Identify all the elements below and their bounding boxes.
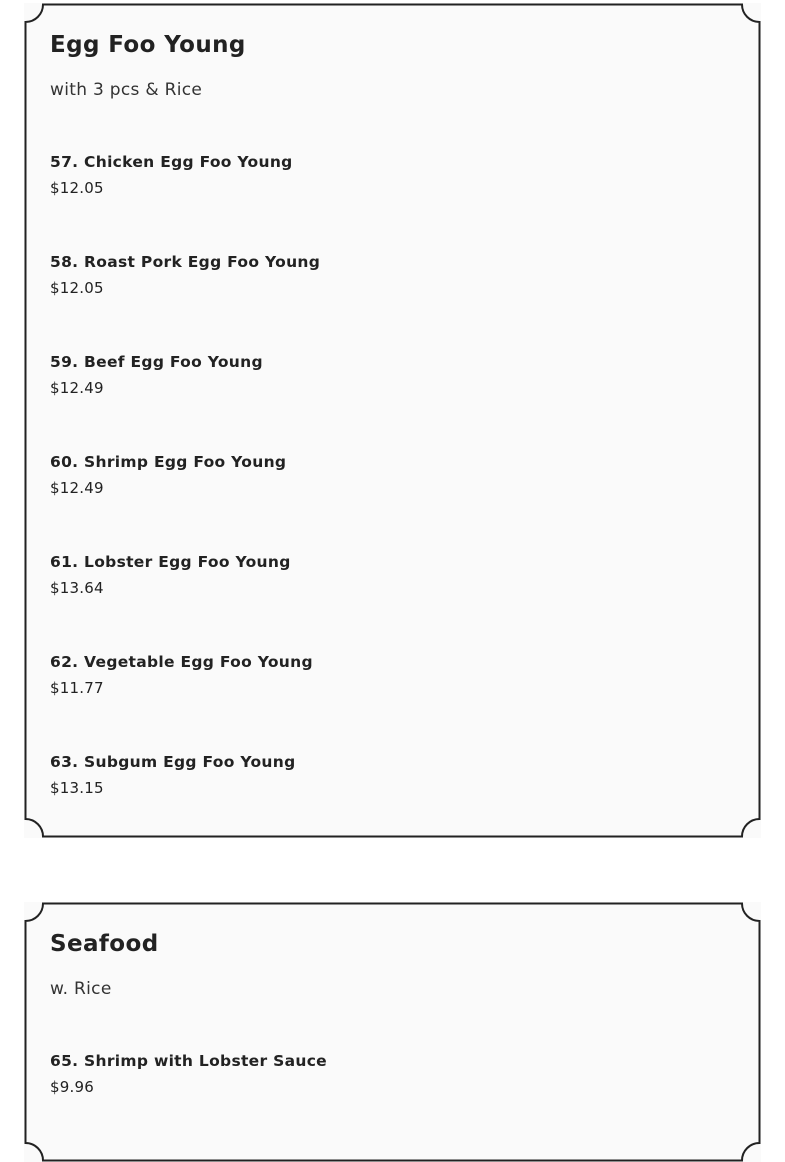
menu-item-price: $13.15 — [50, 779, 104, 797]
menu-item[interactable] — [50, 253, 730, 313]
menu-item-name: 58. Roast Pork Egg Foo Young — [50, 253, 321, 271]
menu-item-price: $11.77 — [50, 679, 104, 697]
menu-item-name: 62. Vegetable Egg Foo Young — [50, 653, 313, 671]
menu-item-name: 60. Shrimp Egg Foo Young — [50, 453, 287, 471]
menu-item-price: $12.05 — [50, 179, 104, 197]
menu-item-price: $12.05 — [50, 279, 104, 297]
menu-item-name: 61. Lobster Egg Foo Young — [50, 553, 291, 571]
menu-item-price: $12.49 — [50, 379, 104, 397]
menu-item-name: 59. Beef Egg Foo Young — [50, 353, 263, 371]
section-title: Egg Foo Young — [50, 32, 246, 58]
menu-item[interactable] — [50, 353, 730, 413]
menu-item-price: $13.64 — [50, 579, 104, 597]
menu-item[interactable] — [50, 553, 730, 613]
menu-section-egg-foo-young — [24, 3, 761, 838]
menu-item[interactable] — [50, 453, 730, 513]
section-subtitle: with 3 pcs & Rice — [50, 80, 203, 100]
section-title: Seafood — [50, 931, 159, 957]
section-subtitle: w. Rice — [50, 979, 112, 999]
menu-item[interactable] — [50, 153, 730, 213]
menu-item[interactable] — [50, 753, 730, 813]
menu-item[interactable] — [50, 653, 730, 713]
menu-item-price: $12.49 — [50, 479, 104, 497]
menu-item-name: 57. Chicken Egg Foo Young — [50, 153, 293, 171]
menu-item-price: $9.96 — [50, 1078, 94, 1096]
menu-section-seafood — [24, 902, 761, 1162]
menu-item-name: 63. Subgum Egg Foo Young — [50, 753, 296, 771]
menu-item[interactable] — [50, 1052, 730, 1112]
menu-item-name: 65. Shrimp with Lobster Sauce — [50, 1052, 327, 1070]
